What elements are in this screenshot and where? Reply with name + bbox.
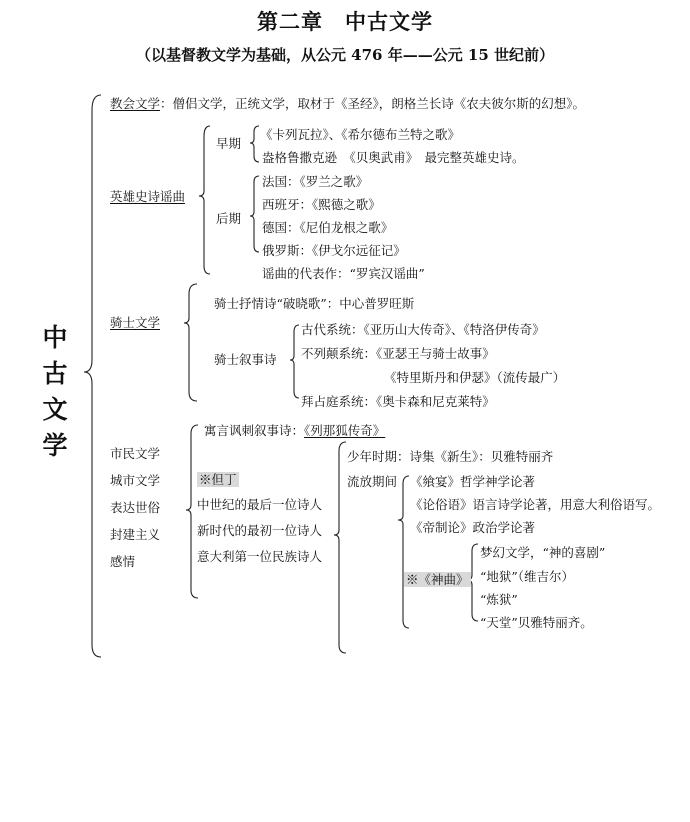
comedy-label: ※《神曲》 (406, 572, 469, 587)
exile-item: 《论俗语》语言诗学论著，用意大利俗语写。 (410, 497, 661, 512)
dante-brace (334, 442, 346, 653)
main-brace (84, 95, 101, 657)
exile-brace (398, 476, 409, 628)
dante-youth: 少年时期：诗集《新生》：贝雅特丽齐 (347, 449, 554, 464)
church-row (110, 96, 585, 112)
fable-row (204, 423, 385, 439)
exile-item: 《帝制论》政治学论著 (410, 520, 536, 535)
dante-title: 中世纪的最后一位诗人 (197, 497, 323, 512)
early-brace (250, 126, 259, 162)
knight-narrative-item: 拜占庭系统：《奥卡森和尼克莱特》 (301, 394, 495, 409)
side-title-char: 文 (42, 395, 68, 424)
side-title-char: 中 (42, 323, 68, 352)
epic-early-item: 盎格鲁撒克逊 《贝奥武甫》 最完整英雄史诗。 (262, 150, 525, 165)
knight-lyric: 骑士抒情诗“破晓歌”：中心普罗旺斯 (214, 296, 415, 311)
comedy-item: “地狱”（维吉尔） (480, 569, 575, 584)
comedy-item: “天堂”贝雅特丽齐。 (480, 615, 593, 630)
church-label: 教会文学 (110, 96, 161, 111)
fable-work: 《列那狐传奇》 (304, 423, 386, 438)
church-desc: ：僧侣文学，正统文学，取材于《圣经》，朗格兰长诗《农夫彼尔斯的幻想》。 (160, 96, 586, 111)
exile-label: 流放期间 (347, 474, 398, 489)
epic-late-item: 法国：《罗兰之歌》 (262, 174, 369, 189)
urban-label: 市民文学 (110, 446, 161, 461)
epic-late-label: 后期 (216, 211, 242, 226)
knight-narrative-label: 骑士叙事诗 (214, 352, 277, 367)
epic-early-label: 早期 (216, 136, 242, 151)
side-title-char: 古 (42, 359, 68, 388)
urban-label: 封建主义 (110, 527, 161, 542)
narrative-brace (290, 325, 299, 398)
chapter-title: 第二章 中古文学 (257, 9, 433, 34)
knight-narrative-item: 《特里斯丹和伊瑟》（流传最广） (384, 370, 566, 385)
exile-item: 《飨宴》哲学神学论著 (410, 474, 536, 489)
epic-late-item: 德国：《尼伯龙根之歌》 (262, 220, 394, 235)
knight-brace (184, 284, 197, 401)
knight-narrative-item: 古代系统：《亚历山大传奇》、《特洛伊传奇》 (301, 322, 545, 337)
chapter-subtitle: （以基督教文学为基础，从公元 476 年——公元 15 世纪前） (135, 46, 555, 64)
knight-label: 骑士文学 (110, 315, 161, 330)
epic-label: 英雄史诗谣曲 (110, 189, 186, 204)
comedy-item: 梦幻文学，“神的喜剧” (480, 545, 606, 560)
epic-ballad: 谣曲的代表作：“罗宾汉谣曲” (262, 266, 425, 281)
fable-label: 寓言讽刺叙事诗： (204, 423, 305, 438)
knight-narrative-item: 不列颠系统：《亚瑟王与骑士故事》 (301, 346, 495, 361)
late-brace (250, 176, 259, 252)
side-title-char: 学 (42, 431, 68, 460)
comedy-row (404, 572, 471, 588)
dante-title: 意大利第一位民族诗人 (197, 549, 323, 564)
epic-early-item: 《卡列瓦拉》、《希尔德布兰特之歌》 (260, 127, 461, 142)
dante-title: 新时代的最初一位诗人 (197, 523, 323, 538)
comedy-item: “炼狱” (480, 592, 518, 607)
urban-label: 城市文学 (110, 473, 161, 488)
urban-label: 表达世俗 (110, 500, 161, 515)
epic-late-item: 俄罗斯：《伊戈尔远征记》 (262, 243, 406, 258)
dante-label: ※但丁 (199, 472, 237, 487)
dante-row (197, 472, 239, 488)
epic-brace (199, 126, 210, 274)
epic-late-item: 西班牙：《熙德之歌》 (262, 197, 381, 212)
urban-label: 感情 (110, 554, 136, 569)
